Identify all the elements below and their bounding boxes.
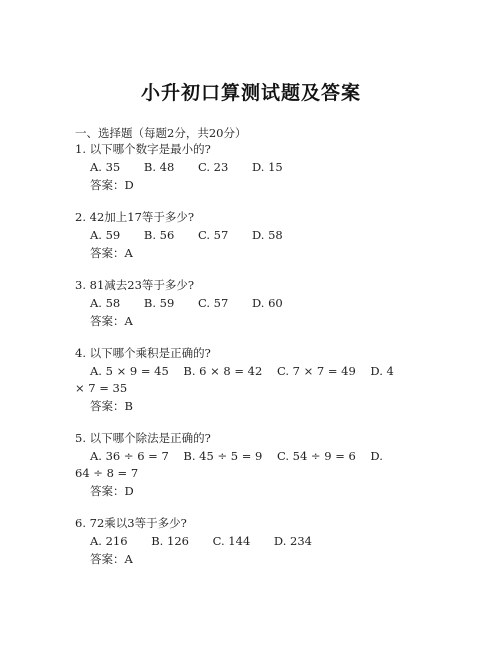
option-a: A. 59 [90,228,121,242]
option-d: D. 15 [251,160,283,174]
answer-1: 答案：D [90,178,134,192]
question-4: 4. 以下哪个乘积是正确的? [75,346,211,360]
question-6: 6. 72乘以3等于多少? [75,516,187,530]
answer-2: 答案：A [90,246,133,260]
option-b: B. 48 [143,160,175,174]
question-3-options [90,295,283,311]
answer-3: 答案：A [90,314,133,328]
question-5-options: A. 36 ÷ 6 = 7 B. 45 ÷ 5 = 9 C. 54 ÷ 9 = 6 D. [90,449,383,463]
question-1: 1. 以下哪个数字是最小的? [75,142,211,156]
question-4-options: A. 5 × 9 = 45 B. 6 × 8 = 42 C. 7 × 7 = 49 D. 4 [90,364,394,378]
option-b: B. 59 [143,296,175,310]
question-4-options-continued: × 7 = 35 [75,381,128,395]
option-a: A. 35 [90,160,121,174]
option-b: B. 126 [151,534,189,548]
question-3: 3. 81减去23等于多少? [75,278,195,292]
option-c: C. 57 [197,228,229,242]
option-c: C. 57 [197,296,229,310]
page-title: 小升初口算测试题及答案 [140,82,361,104]
question-6-options [90,533,312,549]
answer-4: 答案：B [90,399,133,413]
answer-5: 答案：D [90,484,134,498]
section-heading: 一、选择题（每题2分，共20分） [75,126,247,140]
question-5: 5. 以下哪个除法是正确的? [75,431,211,445]
question-2: 2. 42加上17等于多少? [75,210,195,224]
question-1-options [90,159,283,175]
question-5-options-continued: 64 ÷ 8 = 7 [75,466,139,480]
option-c: C. 144 [212,534,251,548]
option-d: D. 60 [251,296,283,310]
option-b: B. 56 [143,228,175,242]
option-c: C. 23 [197,160,229,174]
option-a: A. 58 [90,296,121,310]
option-a: A. 216 [90,534,128,548]
option-d: D. 234 [273,534,312,548]
answer-6: 答案：A [90,552,133,566]
question-2-options [90,227,283,243]
option-d: D. 58 [251,228,283,242]
